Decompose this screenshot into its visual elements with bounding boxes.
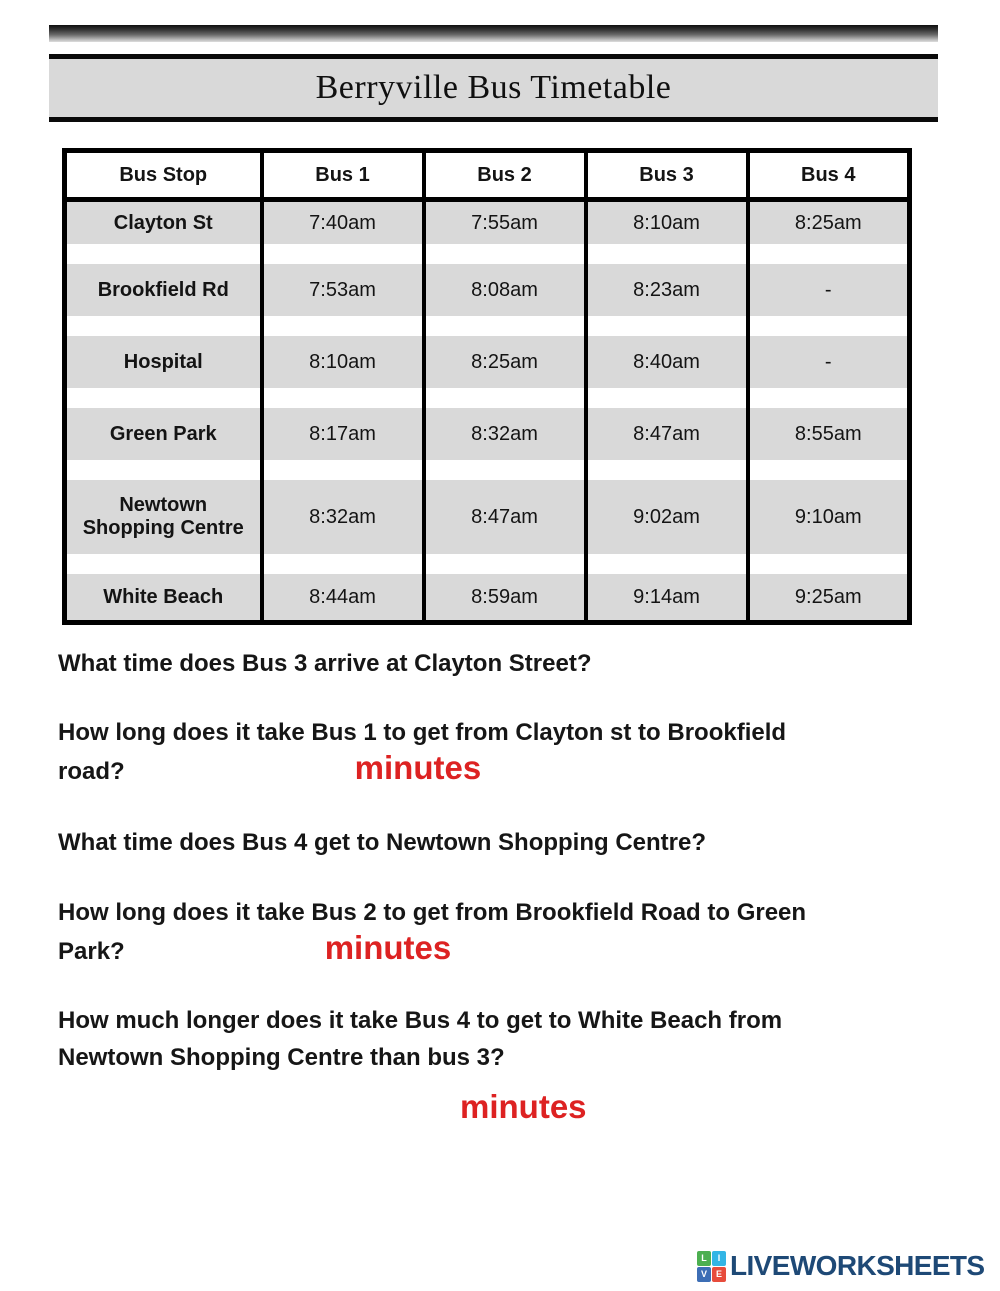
time-cell: 8:40am <box>586 336 748 388</box>
column-header-bus-stop: Bus Stop <box>65 151 262 200</box>
spacer-cell <box>748 554 910 574</box>
spacer-cell <box>748 460 910 480</box>
spacer-row <box>65 244 910 264</box>
logo-tile-e: E <box>712 1267 726 1282</box>
spacer-cell <box>262 244 424 264</box>
time-cell: 7:55am <box>424 200 586 245</box>
top-rule <box>49 25 938 42</box>
spacer-cell <box>262 460 424 480</box>
time-cell: 8:17am <box>262 408 424 460</box>
spacer-cell <box>748 316 910 336</box>
spacer-cell <box>424 316 586 336</box>
stop-name-cell: Hospital <box>65 336 262 388</box>
column-header-bus-4: Bus 4 <box>748 151 910 200</box>
spacer-cell <box>65 554 262 574</box>
table-row-hospital <box>65 336 910 388</box>
time-cell: 8:23am <box>586 264 748 316</box>
time-cell: 8:25am <box>748 200 910 245</box>
worksheet-title: Berryville Bus Timetable <box>315 69 672 106</box>
spacer-cell <box>748 388 910 408</box>
stop-name-cell: Green Park <box>65 408 262 460</box>
spacer-cell <box>424 460 586 480</box>
column-header-bus-2: Bus 2 <box>424 151 586 200</box>
spacer-cell <box>65 388 262 408</box>
time-cell: 8:08am <box>424 264 586 316</box>
spacer-cell <box>586 554 748 574</box>
spacer-cell <box>262 388 424 408</box>
time-cell: 9:02am <box>586 480 748 554</box>
question-2 <box>58 714 786 790</box>
spacer-cell <box>586 316 748 336</box>
worksheet-title-banner <box>49 54 938 122</box>
time-cell: 8:55am <box>748 408 910 460</box>
time-cell: 7:53am <box>262 264 424 316</box>
time-cell: 9:14am <box>586 574 748 623</box>
time-cell: 8:44am <box>262 574 424 623</box>
logo-tile-v: V <box>697 1267 711 1282</box>
time-cell: 8:47am <box>586 408 748 460</box>
question-4-text: How long does it take Bus 2 to get from Brookfield Road to Green <box>58 899 807 926</box>
time-cell: - <box>748 264 910 316</box>
spacer-cell <box>586 244 748 264</box>
liveworksheets-icon <box>697 1251 726 1282</box>
question-5-text: How much longer does it take Bus 4 to get to White Beach from <box>58 1007 783 1034</box>
bus-timetable <box>62 148 912 625</box>
time-cell: 8:25am <box>424 336 586 388</box>
liveworksheets-wordmark: LIVEWORKSHEETS <box>730 1250 985 1281</box>
spacer-cell <box>262 554 424 574</box>
spacer-row <box>65 316 910 336</box>
spacer-cell <box>65 316 262 336</box>
time-cell: 8:47am <box>424 480 586 554</box>
stop-name-cell: Brookfield Rd <box>65 264 262 316</box>
minutes-label: minutes <box>324 929 452 966</box>
time-cell: - <box>748 336 910 388</box>
spacer-cell <box>65 244 262 264</box>
question-1-text: What time does Bus 3 arrive at Clayton Street? <box>58 650 592 677</box>
time-cell: 7:40am <box>262 200 424 245</box>
question-4 <box>58 894 806 970</box>
stop-name-cell: Clayton St <box>65 200 262 245</box>
logo-tile-i: I <box>712 1251 726 1266</box>
minutes-label: minutes <box>460 1088 587 1125</box>
stop-name-cell: Newtown Shopping Centre <box>65 480 262 554</box>
time-cell: 8:10am <box>262 336 424 388</box>
spacer-cell <box>424 244 586 264</box>
spacer-cell <box>748 244 910 264</box>
time-cell: 9:10am <box>748 480 910 554</box>
column-header-bus-1: Bus 1 <box>262 151 424 200</box>
table-row-green-park <box>65 408 910 460</box>
time-cell: 8:32am <box>424 408 586 460</box>
spacer-cell <box>586 460 748 480</box>
question-2-text: How long does it take Bus 1 to get from Clayton st to Brookfield <box>58 719 787 746</box>
spacer-row <box>65 460 910 480</box>
question-2-text-continued: road? <box>58 758 125 785</box>
spacer-cell <box>424 388 586 408</box>
logo-tile-l: L <box>697 1251 711 1266</box>
spacer-cell <box>65 460 262 480</box>
table-row-newtown-shopping-centre <box>65 480 910 554</box>
spacer-row <box>65 388 910 408</box>
stop-name-cell: White Beach <box>65 574 262 623</box>
time-cell: 9:25am <box>748 574 910 623</box>
spacer-row <box>65 554 910 574</box>
minutes-label: minutes <box>354 749 482 786</box>
question-3-text: What time does Bus 4 get to Newtown Shopping Centre? <box>58 829 707 856</box>
spacer-cell <box>586 388 748 408</box>
question-5-text-continued: Newtown Shopping Centre than bus 3? <box>58 1044 505 1071</box>
time-cell: 8:10am <box>586 200 748 245</box>
question-4-text-continued: Park? <box>58 938 125 965</box>
question-5 <box>58 1002 782 1123</box>
question-3 <box>58 824 706 861</box>
spacer-cell <box>424 554 586 574</box>
table-row-white-beach <box>65 574 910 623</box>
spacer-cell <box>262 316 424 336</box>
time-cell: 8:32am <box>262 480 424 554</box>
question-1 <box>58 645 591 682</box>
timetable-header-row <box>65 151 910 200</box>
liveworksheets-logo[interactable] <box>697 1250 985 1282</box>
table-row-clayton-st <box>65 200 910 245</box>
time-cell: 8:59am <box>424 574 586 623</box>
column-header-bus-3: Bus 3 <box>586 151 748 200</box>
table-row-brookfield-rd <box>65 264 910 316</box>
